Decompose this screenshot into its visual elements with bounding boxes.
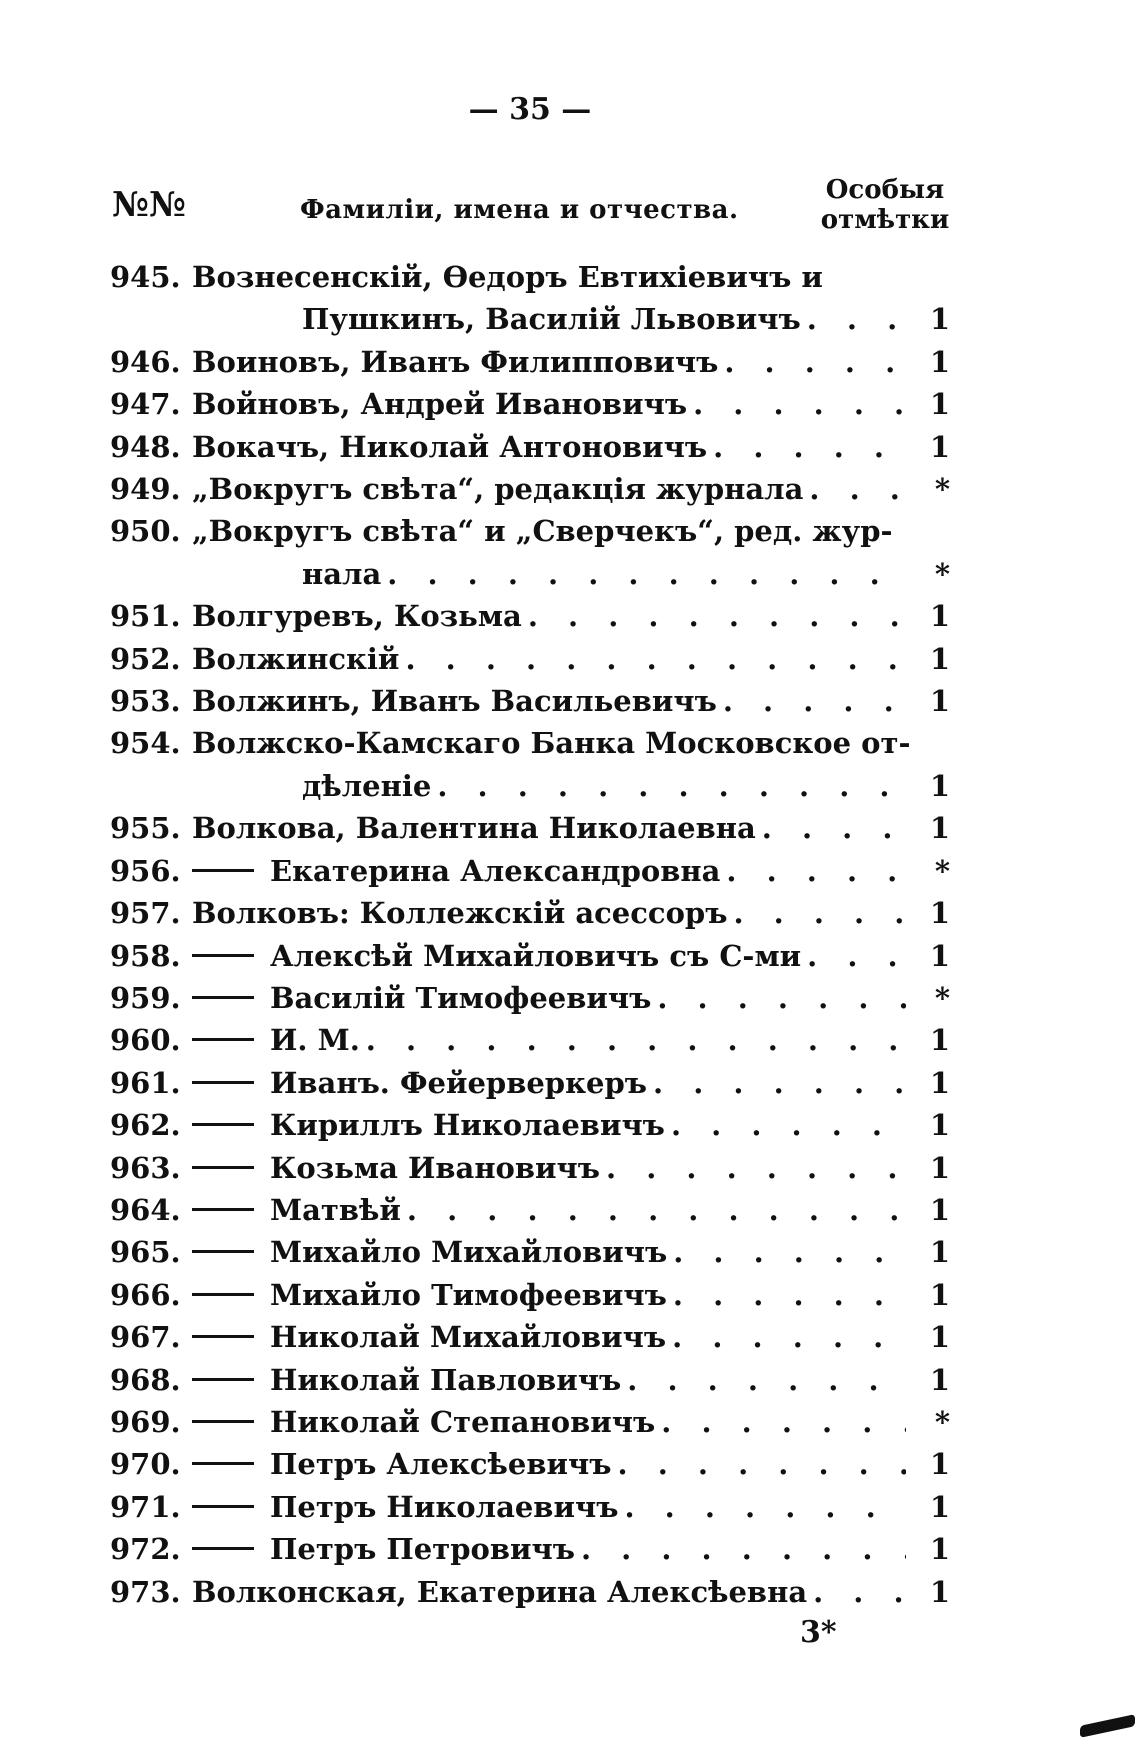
entry-number: 953. — [110, 684, 181, 719]
list-item — [110, 1274, 950, 1316]
entry-number: 958. — [110, 938, 181, 973]
entry-line — [110, 1528, 950, 1570]
list-item — [110, 1528, 950, 1570]
entry-name: Николай Павловичъ — [270, 1362, 622, 1397]
entry-mark: 1 — [929, 429, 950, 464]
entry-number: 972. — [110, 1532, 181, 1567]
entry-number: 955. — [110, 811, 181, 846]
entry-mark: * — [934, 1404, 950, 1439]
entry-mark: 1 — [929, 1150, 950, 1185]
entry-line — [110, 256, 950, 298]
dot-leader — [387, 553, 906, 595]
list-item — [110, 680, 950, 722]
list-item — [110, 383, 950, 425]
list-item — [110, 1359, 950, 1401]
dot-leader — [673, 1231, 906, 1273]
dot-leader — [366, 1019, 906, 1061]
entry-mark: 1 — [929, 1532, 950, 1567]
dot-leader — [723, 680, 906, 722]
entry-line — [110, 1316, 950, 1358]
ditto-dash — [192, 1208, 254, 1211]
entry-name: Михайло Михайловичъ — [270, 1235, 668, 1270]
dot-leader — [762, 807, 906, 849]
entry-mark: 1 — [929, 1320, 950, 1355]
list-item — [110, 595, 950, 637]
entry-name: „Вокругъ свѣта“, редакція журнала — [192, 472, 804, 507]
ditto-dash — [192, 1505, 254, 1508]
dot-leader — [653, 1062, 906, 1104]
dot-leader — [627, 1359, 906, 1401]
entry-line — [110, 765, 950, 807]
entry-mark: 1 — [929, 1065, 950, 1100]
entry-line — [110, 1486, 950, 1528]
entry-line — [110, 595, 950, 637]
entry-mark: 1 — [929, 896, 950, 931]
entry-line — [110, 426, 950, 468]
dot-leader — [618, 1443, 906, 1485]
entry-number: 966. — [110, 1277, 181, 1312]
entry-number: 971. — [110, 1489, 181, 1524]
entry-name: Петръ Петровичъ — [270, 1532, 575, 1567]
entry-line — [110, 892, 950, 934]
entry-mark: * — [934, 472, 950, 507]
dot-leader — [813, 1571, 906, 1613]
ditto-dash — [192, 869, 254, 872]
entry-number: 965. — [110, 1235, 181, 1270]
list-item — [110, 341, 950, 383]
entry-mark: 1 — [929, 1192, 950, 1227]
entry-number: 964. — [110, 1192, 181, 1227]
entry-name: Волгуревъ, Козьма — [192, 599, 522, 634]
list-item — [110, 1019, 950, 1061]
entry-name: Николай Степановичъ — [270, 1404, 656, 1439]
entry-number: 947. — [110, 387, 181, 422]
dot-leader — [672, 1316, 906, 1358]
entry-number: 963. — [110, 1150, 181, 1185]
entry-line — [110, 1571, 950, 1613]
list-item — [110, 850, 950, 892]
entry-number: 968. — [110, 1362, 181, 1397]
entry-line — [110, 1062, 950, 1104]
entry-line — [110, 553, 950, 595]
entry-line — [110, 722, 950, 764]
dot-leader — [713, 426, 906, 468]
entry-number: 945. — [110, 260, 181, 294]
entry-mark: 1 — [929, 1277, 950, 1312]
page-edge-smudge — [1080, 1714, 1135, 1738]
list-item — [110, 977, 950, 1019]
entry-name: Волконская, Екатерина Алексѣевна — [192, 1574, 808, 1609]
entry-name: Волжинскій — [192, 641, 400, 676]
entry-mark: 1 — [929, 1447, 950, 1482]
entry-line — [110, 977, 950, 1019]
entry-mark: 1 — [929, 938, 950, 973]
entry-line — [110, 935, 950, 977]
entry-line — [110, 1147, 950, 1189]
list-item — [110, 1231, 950, 1273]
dot-leader — [807, 298, 906, 340]
entry-number: 960. — [110, 1023, 181, 1058]
entry-name: Вознесенскій, Ѳедоръ Евтихіевичъ и — [192, 260, 823, 294]
entry-number: 949. — [110, 472, 181, 507]
entry-number: 970. — [110, 1447, 181, 1482]
entry-line — [110, 680, 950, 722]
entry-number: 951. — [110, 599, 181, 634]
entry-mark: 1 — [929, 811, 950, 846]
list-item — [110, 1486, 950, 1528]
list-item — [110, 1571, 950, 1613]
entry-line — [110, 1359, 950, 1401]
entry-number: 954. — [110, 726, 181, 761]
entry-line — [110, 1104, 950, 1146]
entry-mark: 1 — [929, 387, 950, 422]
entry-mark: 1 — [929, 599, 950, 634]
entry-name: Волковъ: Коллежскій асессоръ — [192, 896, 728, 931]
entry-line — [110, 468, 950, 510]
ditto-dash — [192, 996, 254, 999]
ditto-dash — [192, 1547, 254, 1550]
entry-number: 946. — [110, 344, 181, 379]
entry-line — [110, 383, 950, 425]
entry-name: Войновъ, Андрей Ивановичъ — [192, 387, 688, 422]
entry-name: Козьма Ивановичъ — [270, 1150, 601, 1185]
entry-name-continued: нала — [302, 556, 382, 591]
entry-name: Воиновъ, Иванъ Филипповичъ — [192, 344, 719, 379]
entry-name: Вокачъ, Николай Антоновичъ — [192, 429, 708, 464]
entry-name-continued: Пушкинъ, Василій Львовичъ — [302, 302, 801, 337]
entry-name: Иванъ. Фейерверкеръ — [270, 1065, 647, 1100]
list-item — [110, 510, 950, 595]
entry-mark: 1 — [929, 1574, 950, 1609]
entry-name: Алексѣй Михайловичъ съ С-ми — [270, 938, 802, 973]
list-item — [110, 1401, 950, 1443]
entry-mark: 1 — [929, 1362, 950, 1397]
entry-line — [110, 1443, 950, 1485]
entry-name-continued: дѣленіе — [302, 768, 432, 803]
marks-header-line1: Особыя — [825, 175, 945, 205]
ditto-dash — [192, 1293, 254, 1296]
dot-leader — [661, 1401, 906, 1443]
entry-line — [110, 807, 950, 849]
entry-number: 950. — [110, 514, 181, 549]
dot-leader — [606, 1147, 906, 1189]
ditto-dash — [192, 1378, 254, 1381]
ditto-dash — [192, 954, 254, 957]
list-item — [110, 1147, 950, 1189]
entry-mark: * — [934, 556, 950, 591]
entry-mark: * — [934, 853, 950, 888]
entry-name: Петръ Николаевичъ — [270, 1489, 619, 1524]
dot-leader — [528, 595, 906, 637]
dot-leader — [673, 1274, 906, 1316]
entry-name: Волжинъ, Иванъ Васильевичъ — [192, 684, 717, 719]
list-item — [110, 256, 950, 341]
entry-name: Волжско-Камскаго Банка Московское от- — [192, 726, 911, 761]
entry-mark: 1 — [929, 344, 950, 379]
entry-line — [110, 298, 950, 340]
entry-name: „Вокругъ свѣта“ и „Сверчекъ“, ред. жур- — [192, 514, 893, 549]
entry-number: 973. — [110, 1574, 181, 1609]
entry-list — [110, 256, 950, 1613]
dot-leader — [437, 765, 906, 807]
list-item — [110, 1316, 950, 1358]
entry-name: Екатерина Александровна — [270, 853, 721, 888]
list-item — [110, 1443, 950, 1485]
dot-leader — [807, 935, 906, 977]
number-column-header: №№ — [112, 185, 186, 225]
entry-name: Петръ Алексѣевичъ — [270, 1447, 612, 1482]
ditto-dash — [192, 1335, 254, 1338]
entry-number: 969. — [110, 1404, 181, 1439]
dot-leader — [726, 850, 906, 892]
list-item — [110, 1104, 950, 1146]
list-item — [110, 468, 950, 510]
entry-line — [110, 1231, 950, 1273]
ditto-dash — [192, 1123, 254, 1126]
dot-leader — [581, 1528, 906, 1570]
dot-leader — [657, 977, 906, 1019]
entry-number: 962. — [110, 1108, 181, 1143]
entry-mark: 1 — [929, 1235, 950, 1270]
entry-line — [110, 850, 950, 892]
name-column-header: Фамиліи, имена и отчества. — [300, 195, 739, 225]
entry-line — [110, 1189, 950, 1231]
entry-mark: 1 — [929, 302, 950, 337]
entry-line — [110, 510, 950, 552]
entry-line — [110, 1274, 950, 1316]
ditto-dash — [192, 1462, 254, 1465]
marks-column-header — [820, 175, 950, 235]
entry-mark: 1 — [929, 768, 950, 803]
entry-number: 948. — [110, 429, 181, 464]
entry-name: И. М. — [270, 1023, 360, 1058]
entry-mark: 1 — [929, 1108, 950, 1143]
page-number: — 35 — — [468, 92, 592, 127]
entry-number: 952. — [110, 641, 181, 676]
dot-leader — [693, 383, 906, 425]
entry-name: Волкова, Валентина Николаевна — [192, 811, 756, 846]
dot-leader — [733, 892, 906, 934]
entry-name: Николай Михайловичъ — [270, 1320, 667, 1355]
list-item — [110, 638, 950, 680]
ditto-dash — [192, 1250, 254, 1253]
entry-mark: * — [934, 980, 950, 1015]
list-item — [110, 935, 950, 977]
dot-leader — [724, 341, 906, 383]
dot-leader — [809, 468, 906, 510]
entry-name: Михайло Тимофеевичъ — [270, 1277, 667, 1312]
list-item — [110, 722, 950, 807]
entry-number: 957. — [110, 896, 181, 931]
list-item — [110, 892, 950, 934]
ditto-dash — [192, 1081, 254, 1084]
entry-number: 961. — [110, 1065, 181, 1100]
list-item — [110, 1062, 950, 1104]
dot-leader — [405, 638, 906, 680]
marks-header-line2: отмѣтки — [820, 205, 950, 235]
entry-mark: 1 — [929, 1023, 950, 1058]
dot-leader — [624, 1486, 906, 1528]
entry-name: Василій Тимофеевичъ — [270, 980, 652, 1015]
entry-line — [110, 1019, 950, 1061]
entry-name: Кириллъ Николаевичъ — [270, 1108, 665, 1143]
ditto-dash — [192, 1420, 254, 1423]
list-item — [110, 426, 950, 468]
dot-leader — [671, 1104, 906, 1146]
dot-leader — [407, 1189, 906, 1231]
entry-mark: 1 — [929, 1489, 950, 1524]
entry-line — [110, 341, 950, 383]
ditto-dash — [192, 1038, 254, 1041]
entry-number: 959. — [110, 980, 181, 1015]
entry-number: 967. — [110, 1320, 181, 1355]
entry-line — [110, 638, 950, 680]
entry-name: Матвѣй — [270, 1192, 401, 1227]
entry-mark: 1 — [929, 684, 950, 719]
entry-number: 956. — [110, 853, 181, 888]
entry-mark: 1 — [929, 641, 950, 676]
signature-mark: 3* — [800, 1615, 837, 1650]
entry-line — [110, 1401, 950, 1443]
ditto-dash — [192, 1166, 254, 1169]
list-item — [110, 1189, 950, 1231]
list-item — [110, 807, 950, 849]
